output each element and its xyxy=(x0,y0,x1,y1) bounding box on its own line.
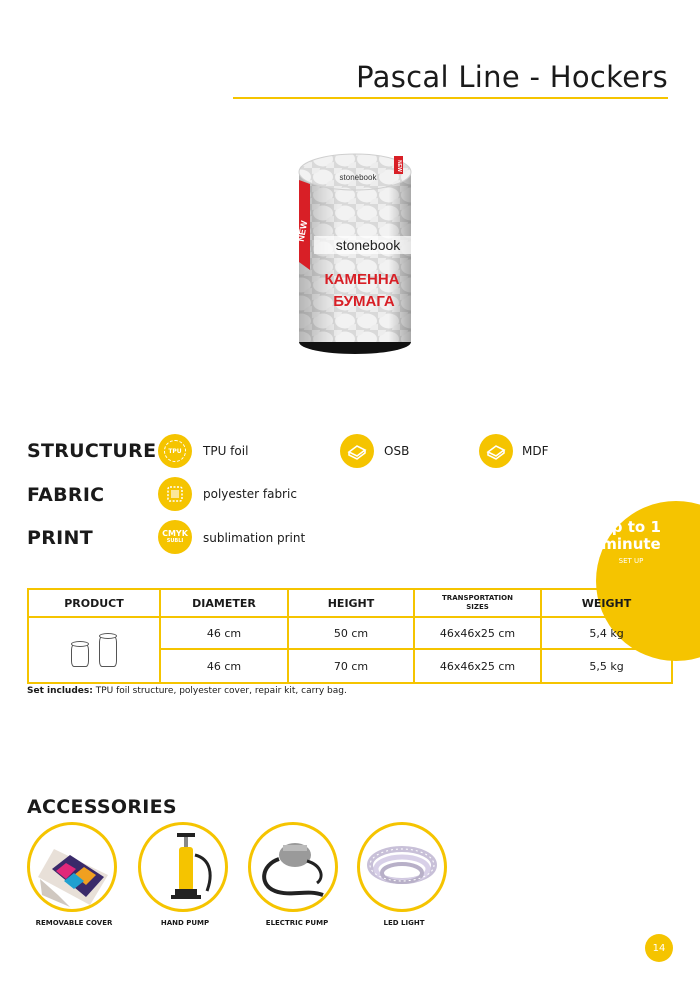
print-text: sublimation print xyxy=(203,531,306,545)
electric-pump-label: ELECTRIC PUMP xyxy=(265,919,329,927)
product-text-line2: БУМАГА xyxy=(333,293,395,310)
height-cell: 70 cm xyxy=(289,650,415,682)
small-pouf-icon xyxy=(71,641,89,667)
page-number: 14 xyxy=(645,934,673,962)
top-logo-text: stonebook xyxy=(339,173,377,182)
fabric-icon xyxy=(158,477,192,511)
col-transport-text: TRANSPORTATION SIZES xyxy=(442,594,513,611)
subli-icon-text: SUBLI xyxy=(166,537,184,544)
page-title: Pascal Line - Hockers xyxy=(356,60,668,94)
hand-pump-label: HAND PUMP xyxy=(160,919,210,927)
tpu-icon-text: TPU xyxy=(164,440,186,462)
table-row xyxy=(29,618,671,650)
diameter-cell: 46 cm xyxy=(161,618,289,650)
cmyk-icon xyxy=(158,520,192,554)
transport-cell: 46x46x25 cm xyxy=(415,650,542,682)
set-includes-label: Set includes: xyxy=(27,686,93,696)
structure-tpu-text: TPU foil xyxy=(203,444,249,458)
product-cell xyxy=(29,618,161,682)
structure-label: STRUCTURE xyxy=(27,440,157,462)
title-underline xyxy=(233,97,668,99)
hand-pump-image xyxy=(138,822,228,912)
height-cell: 50 cm xyxy=(289,618,415,650)
weight-cell: 5,5 kg xyxy=(589,659,624,673)
spec-table xyxy=(27,588,673,684)
fabric-text: polyester fabric xyxy=(203,487,297,501)
mdf-board-icon xyxy=(479,434,513,468)
print-label: PRINT xyxy=(27,527,93,549)
product-image xyxy=(290,150,420,360)
col-transport xyxy=(415,590,542,618)
osb-board-icon xyxy=(340,434,374,468)
col-diameter: DIAMETER xyxy=(161,590,289,618)
new-tag-side: NEW xyxy=(295,219,310,243)
setup-time-line1: up to 1 xyxy=(601,518,661,536)
electric-pump-image xyxy=(248,822,338,912)
set-includes-text: TPU foil structure, polyester cover, repair kit, carry bag. xyxy=(95,686,347,696)
removable-cover-label: REMOVABLE COVER xyxy=(35,919,113,927)
removable-cover-image xyxy=(27,822,117,912)
product-text-line1: КАМЕННА xyxy=(324,271,400,288)
fabric-label: FABRIC xyxy=(27,484,105,506)
weight-cell: 5,4 kg xyxy=(542,618,671,650)
table-header-row xyxy=(29,590,671,618)
led-light-image xyxy=(357,822,447,912)
accessories-title: ACCESSORIES xyxy=(27,796,177,818)
tpu-icon xyxy=(158,434,192,468)
setup-time-line1b: minute xyxy=(601,535,661,553)
logo-text: stonebook xyxy=(335,237,401,253)
new-tag-top: NEW xyxy=(396,160,402,172)
col-height: HEIGHT xyxy=(289,590,415,618)
col-weight: WEIGHT xyxy=(542,590,671,618)
setup-label: SET UP xyxy=(618,557,644,565)
cmyk-icon-text: CMYK xyxy=(162,528,188,538)
led-light-label: LED LIGHT xyxy=(383,919,425,927)
structure-osb-text: OSB xyxy=(384,444,410,458)
diameter-cell: 46 cm xyxy=(161,650,289,682)
setup-time-text xyxy=(600,519,662,553)
set-includes-note xyxy=(27,686,347,696)
transport-cell: 46x46x25 cm xyxy=(415,618,542,650)
col-product: PRODUCT xyxy=(29,590,161,618)
structure-mdf-text: MDF xyxy=(522,444,549,458)
tall-pouf-icon xyxy=(99,633,117,667)
